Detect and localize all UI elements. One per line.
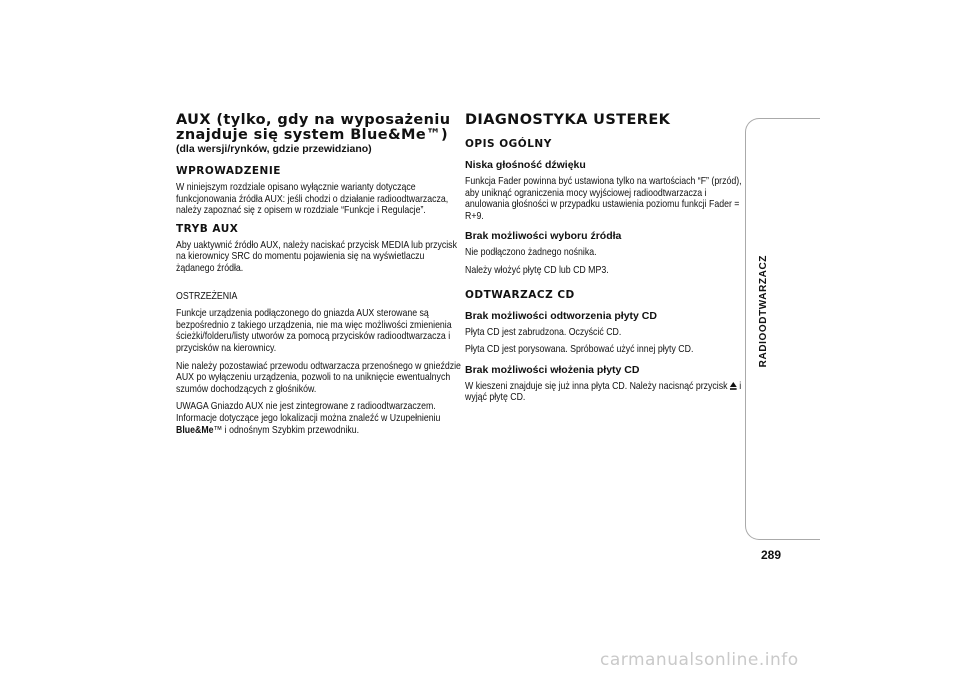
cd-play-heading: Brak możliwości odtworzenia płyty CD <box>465 309 657 322</box>
warnings-title: OSTRZEŻENIA <box>176 290 238 302</box>
cd-insert-text <box>465 381 750 404</box>
intro-text: W niniejszym rozdziale opisano wyłącznie warianty dotyczące funkcjonowania źródła AUX: jeśli chodzi o działanie radioodtwarzacza, należy zapoznać się z opisem w rozdziale “Funkcje i Regulacje”. <box>176 182 449 217</box>
blueme-brand: Blue&Me <box>176 424 214 436</box>
cd-play-text-1: Płyta CD jest zabrudzona. Oczyścić CD. <box>465 326 622 338</box>
watermark: carmanualsonline.info <box>600 650 799 670</box>
cd-insert-heading: Brak możliwości włożenia płyty CD <box>465 363 640 376</box>
source-select-heading: Brak możliwości wyboru źródła <box>465 230 622 243</box>
eject-icon <box>730 382 737 390</box>
cd-insert-text-b: i wyjąć płytę CD. <box>465 380 742 404</box>
aux-mode-heading: TRYB AUX <box>176 222 239 235</box>
warning-2: Nie należy pozostawiać przewodu odtwarzacza przenośnego w gnieździe AUX po wyłączeniu urządzenia, pozwoli to na uniknięcie ewentualnych szumów dochodzących z głośników. <box>176 360 461 395</box>
chapter-label: RADIOODTWARZACZ <box>758 255 769 368</box>
low-volume-text: Funkcja Fader powinna być ustawiona tylko na wartościach “F” (przód), aby uniknąć ograniczenia mocy wyjściowej radioodtwarzacza i anulowania głośności w przypadku ustawienia poziomu funkcji Fader = R+9. <box>465 176 742 222</box>
warning-1: Funkcje urządzenia podłączonego do gniazda AUX sterowane są bezpośrednio z takiego urządzenia, nie ma więc możliwości zmienienia ścieżki/folderu/listy utworów za pomocą przycisków radioodtwarzacza i przycisków na kierownicy. <box>176 308 452 354</box>
cd-player-heading: ODTWARZACZ CD <box>465 288 575 301</box>
warning-3-a: UWAGA Gniazdo AUX nie jest zintegrowane z radioodtwarzaczem. Informacje dotyczące jego lokalizacji można znaleźć w Uzupełnieniu <box>176 401 441 424</box>
aux-title: AUX (tylko, gdy na wyposażeniu znajduje się system Blue&Me™) <box>176 112 451 143</box>
page-number: 289 <box>761 548 782 562</box>
warning-3-c: ™ i odnośnym Szybkim przewodniku. <box>213 424 360 436</box>
aux-mode-text: Aby uaktywnić źródło AUX, należy naciskać przycisk MEDIA lub przycisk na kierownicy SRC do momentu pojawienia się na wyświetlaczu żądanego źródła. <box>176 239 457 274</box>
source-select-text-2: Należy włożyć płytę CD lub CD MP3. <box>465 264 609 276</box>
warning-3 <box>176 401 461 436</box>
source-select-text-1: Nie podłączono żadnego nośnika. <box>465 247 597 259</box>
aux-subtitle: (dla wersji/rynków, gdzie przewidziano) <box>176 143 372 155</box>
left-column <box>176 113 462 442</box>
right-column <box>465 113 751 410</box>
chapter-tab <box>745 118 820 540</box>
intro-heading: WPROWADZENIE <box>176 165 281 177</box>
cd-insert-text-a: W kieszeni znajduje się już inna płyta CD. Należy nacisnąć przycisk <box>465 380 728 392</box>
cd-play-text-2: Płyta CD jest porysowana. Spróbować użyć innej płyty CD. <box>465 344 694 356</box>
diagnostics-title: DIAGNOSTYKA USTEREK <box>465 112 671 128</box>
general-heading: OPIS OGÓLNY <box>465 138 552 150</box>
low-volume-heading: Niska głośność dźwięku <box>465 159 586 171</box>
